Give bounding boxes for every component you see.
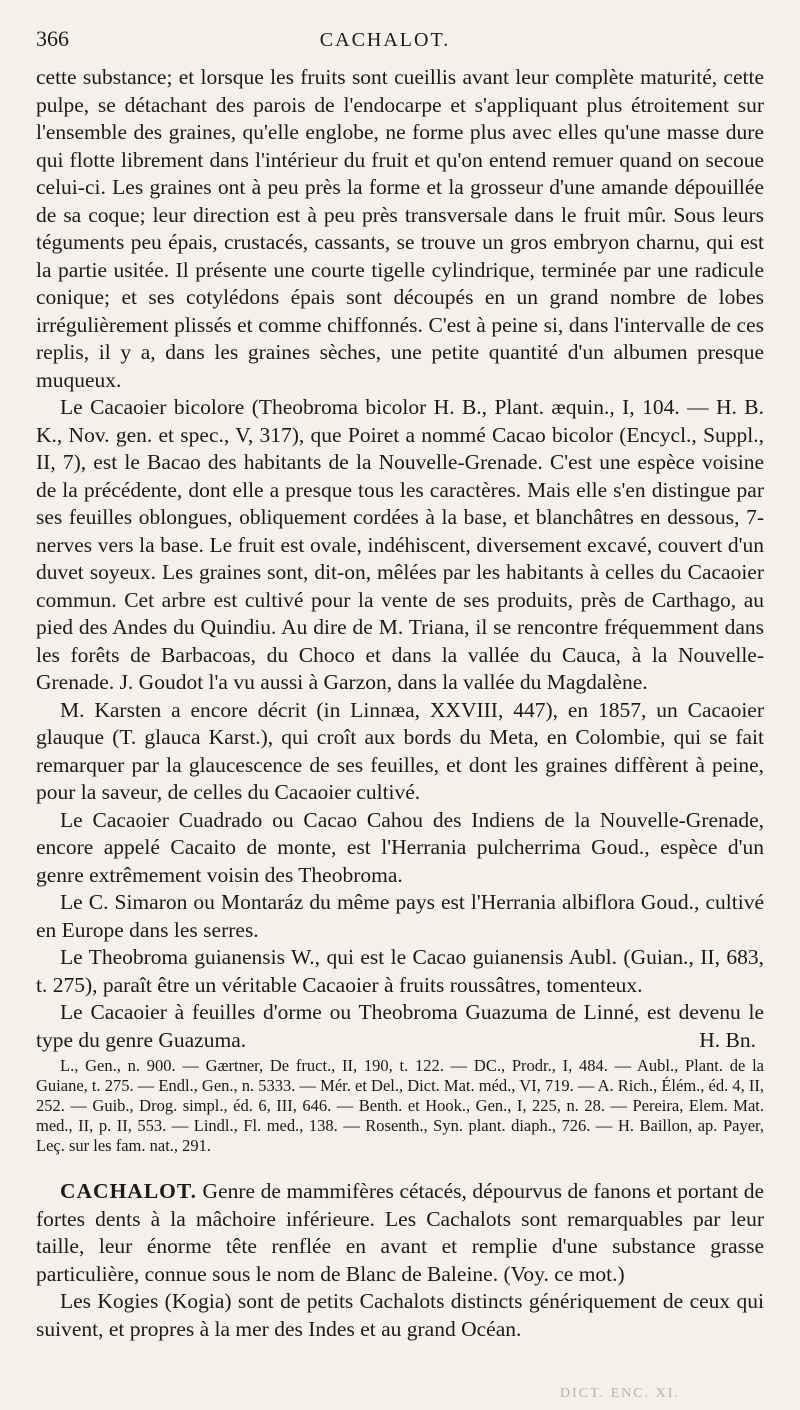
page-number: 366 xyxy=(36,26,69,51)
cachalot-definition: Genre de mammifères cétacés, dépourvus de fanons et portant de fortes dents à la mâchoire inférieure. Les Cachalots sont remarquables par leur taille, leur énorme tête renflée en avant et remplie d'une substance grasse particulière, connue sous le nom de Blanc de Baleine. (Voy. ce mot.) xyxy=(36,1179,764,1286)
bibliography-footnote xyxy=(36,1056,764,1156)
author-signature: H. Bn. xyxy=(699,1027,756,1052)
cachalot-article xyxy=(36,1178,764,1343)
cachalot-paragraph xyxy=(36,1178,764,1288)
paragraph-glauca: M. Karsten a encore décrit (in Linnæa, XXVIII, 447), en 1857, un Cacaoier glauque (T. glauca Karst.), qui croît aux bords du Meta, en Colombie, qui se fait remarquer par la glaucescence de ses feuilles, et dont les graines diffèrent à peine, pour la saveur, de celles du Cacaoier cultivé. xyxy=(36,697,764,804)
paragraph-simaron: Le C. Simaron ou Montaráz du même pays est l'Herrania albiflora Goud., cultivé en Europe dans les serres. xyxy=(36,890,764,942)
paragraph-bicolor: Le Cacaoier bicolore (Theobroma bicolor H. B., Plant. æquin., I, 104. — H. B. K., Nov. gen. et spec., V, 317), que Poiret a nommé Cacao bicolor (Encycl., Suppl., II, 7), est le Bacao des habitants de la Nouvelle-Grenade. C'est une espèce voisine de la précédente, dont elle a presque tous les caractères. Mais elle s'en distingue par ses feuilles oblongues, obliquement cordées à la base, et blanchâtres en dessous, 7-nerves vers la base. Le fruit est ovale, indéhiscent, diversement excavé, couvert d'un duvet soyeux. Les graines sont, dit-on, mêlées par les habitants à celles du Cacaoier commun. Cet arbre est cultivé pour la vente de ses produits, près de Carthago, au pied des Andes du Quindiu. Au dire de M. Triana, il se rencontre fréquemment dans les forêts de Barbacoas, du Choco et dans la vallée du Cauca, à la Nouvelle-Grenade. J. Goudot l'a vu aussi à Garzon, dans la vallée du Magdalène. xyxy=(36,395,764,694)
bleed-through-footer: DICT. ENC. XI. xyxy=(560,1386,680,1401)
footnote-text: L., Gen., n. 900. — Gærtner, De fruct., II, 190, t. 122. — DC., Prodr., I, 484. — Aubl., Plant. de la Guiane, t. 275. — Endl., Gen., n. 5333. — Mér. et Del., Dict. Mat. méd., VI, 719. — A. Rich., Élém., éd. 4, II, 252. — Guib., Drog. simpl., éd. 6, III, 646. — Benth. et Hook., Gen., I, 225, n. 28. — Pereira, Elem. Mat. med., II, p. II, 553. — Lindl., Fl. med., 138. — Rosenth., Syn. plant. diaph., 726. — H. Baillon, ap. Payer, Leç. sur les fam. nat., 291. xyxy=(36,1056,764,1155)
kogia-paragraph: Les Kogies (Kogia) sont de petits Cachalots distincts génériquement de ceux qui suivent, et propres à la mer des Indes et au grand Océan. xyxy=(36,1289,764,1341)
paragraph-continuation: cette substance; et lorsque les fruits sont cueillis avant leur complète maturité, cette pulpe, se détachant des parois de l'endocarpe et s'appliquant plus étroitement sur l'ensemble des graines, qu'elle englobe, ne forme plus avec elles qu'une masse dure qui flotte librement dans l'intérieur du fruit et qu'on entend remuer quand on secoue celui-ci. Les graines ont à peu près la forme et la grosseur d'une amande dépouillée de sa coque; leur direction est à peu près transversale dans le fruit mûr. Sous leurs téguments peu épais, crustacés, cassants, se trouve un gros embryon charnu, qui est la partie usitée. Il présente une courte tigelle cylindrique, terminée par une radicule conique; et ses cotylédons épais sont découpés en un grand nombre de lobes irrégulièrement plissés et comme chiffonnés. C'est à peine si, dans l'intervalle de ces replis, il y a, dans les graines sèches, une petite quantité d'un albumen presque muqueux. xyxy=(36,65,764,392)
running-title: CACHALOT. xyxy=(319,29,451,51)
paragraph-cuadrado: Le Cacaoier Cuadrado ou Cacao Cahou des Indiens de la Nouvelle-Grenade, encore appelé Cacaito de monte, est l'Herrania pulcherrima Goud., espèce d'un genre extrêmement voisin des Theobroma. xyxy=(36,807,764,887)
article-body xyxy=(36,64,764,1054)
page-header xyxy=(36,26,764,56)
paragraph-guazuma xyxy=(36,999,764,1054)
guazuma-text: Le Cacaoier à feuilles d'orme ou Theobroma Guazuma de Linné, est devenu le type du genre Guazuma. xyxy=(36,1000,764,1052)
paragraph-guianensis: Le Theobroma guianensis W., qui est le Cacao guianensis Aubl. (Guian., II, 683, t. 275), paraît être un véritable Cacaoier à fruits roussâtres, tomenteux. xyxy=(36,945,764,997)
entry-headword: CACHALOT. xyxy=(60,1179,198,1203)
